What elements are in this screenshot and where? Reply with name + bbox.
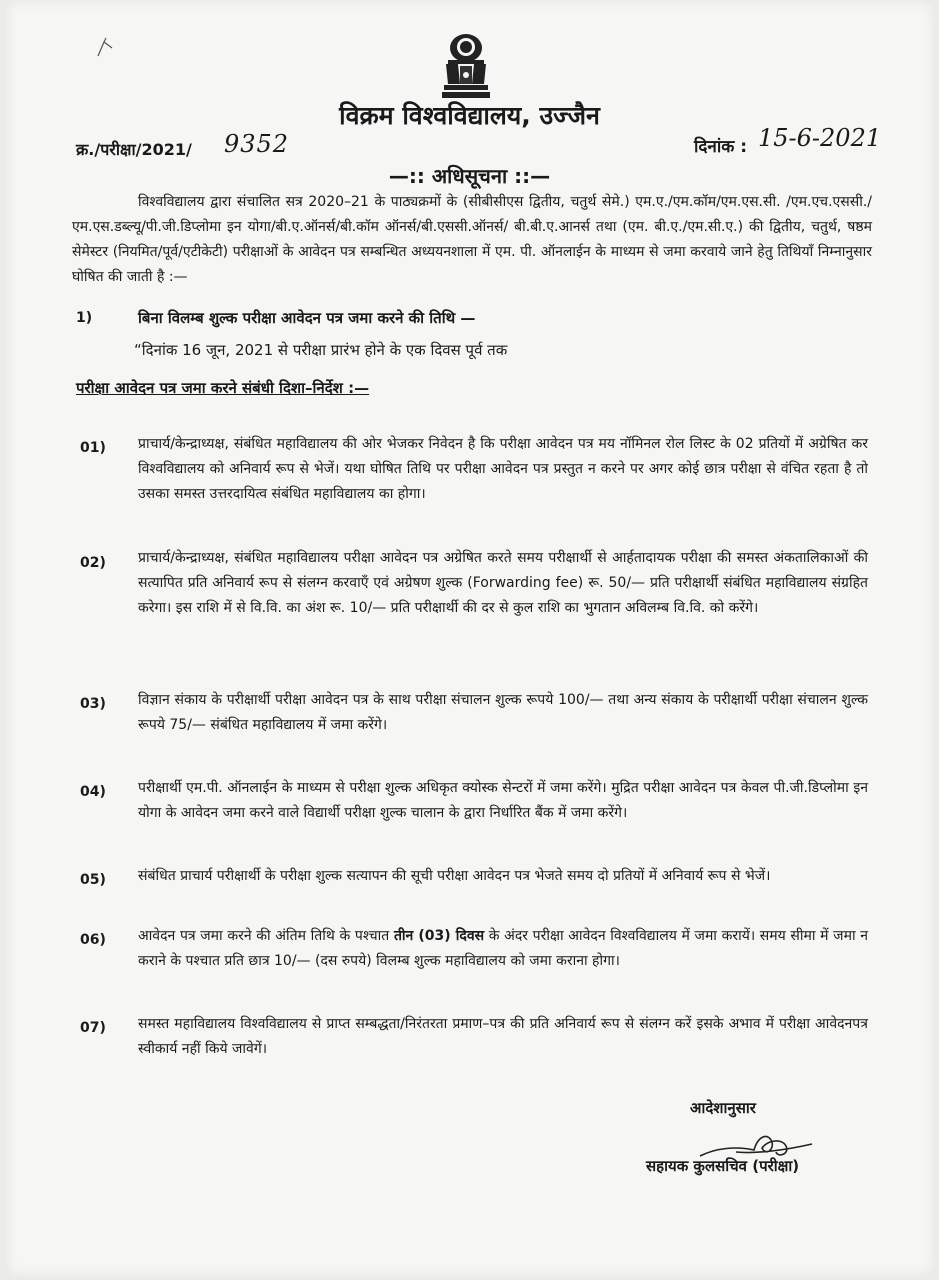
- guideline-text: प्राचार्य/केन्द्राध्यक्ष, संबंधित महाविद्यालय की ओर भेजकर निवेदन है कि परीक्षा आवेदन पत्र मय नॉमिनल रोल लिस्ट के 02 प्रतियों में अग्रेषित कर विश्वविद्यालय को अनिवार्य रूप से भेजें। यथा घोषित तिथि पर परीक्षा आवेदन पत्र प्रस्तुत न करने पर अगर कोई छात्र परीक्षा से वंचित रहता है तो उसका समस्त उत्तरदायित्व संबंधित महाविद्यालय का होगा।: [138, 436, 868, 502]
- guideline-number: 05): [80, 872, 106, 888]
- deadline-days-bold: तीन (03) दिवस: [393, 928, 485, 944]
- guideline-number: 04): [80, 784, 106, 800]
- guideline-number: 01): [80, 440, 106, 456]
- assistant-registrar-designation: सहायक कुलसचिव (परीक्षा): [646, 1157, 800, 1175]
- guideline-number: 07): [80, 1020, 106, 1036]
- guideline-number: 03): [80, 696, 106, 712]
- intro-paragraph: विश्वविद्यालय द्वारा संचालित सत्र 2020–21 के पाठ्यक्रमों के (सीबीसीएस द्वितीय, चतुर्थ सेमे.) एम.ए./एम.कॉम/एम.एस.सी. /एम.एच.एससी./एम.एस.डब्ल्यू/पी.जी.डिप्लोमा इन योगा/बी.ए.ऑनर्स/बी.कॉम ऑनर्स/बी.एससी.ऑनर्स/ बी.बी.ए.आनर्स तथा (एम. बी.ए./एम.सी.ए.) की द्वितीय, चतुर्थ, षष्ठम सेमेस्टर (नियमित/पूर्व/एटीकेटी) परीक्षाओं के आवेदन पत्र सम्बन्धित अध्ययनशाला में एम. पी. ऑनलाईन के माध्यम से जमा करवाये जाने हेतु तिथियाँ निम्नानुसार घोषित की जाती है :—: [72, 194, 872, 285]
- guidelines-heading: परीक्षा आवेदन पत्र जमा करने संबंधी दिशा–निर्देश :—: [76, 379, 370, 397]
- university-title: विक्रम विश्वविद्यालय, उज्जैन: [339, 101, 600, 130]
- guideline-number: 02): [80, 555, 106, 571]
- guideline-text: प्राचार्य/केन्द्राध्यक्ष, संबंधित महाविद्यालय परीक्षा आवेदन पत्र अग्रेषित करते समय परीक्षार्थी से आर्हतादायक परीक्षा की समस्त अंकतालिकाओं की सत्यापित प्रति अनिवार्य रूप से संलग्न करवाएँ एवं अग्रेषण शुल्क (Forwarding fee) रू. 50/— प्रति परीक्षार्थी संबंधित महाविद्यालय संग्रहित करेगा। इस राशि में से वि.वि. का अंश रू. 10/— प्रति परीक्षार्थी की दर से कुल राशि का भुगतान अविलम्ब वि.वि. को करेंगे।: [138, 550, 868, 616]
- guideline-number: 06): [80, 932, 106, 948]
- schedule-number: 1): [76, 310, 93, 326]
- schedule-title: बिना विलम्ब शुल्क परीक्षा आवेदन पत्र जमा करने की तिथि —: [138, 309, 476, 327]
- guideline-text: समस्त महाविद्यालय विश्वविद्यालय से प्राप्त सम्बद्धता/निरंतरता प्रमाण–पत्र की प्रति अनिवार्य रूप से संलग्न करें इसके अभाव में परीक्षा आवेदनपत्र स्वीकार्य नहीं किये जावेगें।: [138, 1016, 868, 1057]
- guideline-text: विज्ञान संकाय के परीक्षार्थी परीक्षा आवेदन पत्र के साथ परीक्षा संचालन शुल्क रूपये 100/— तथा अन्य संकाय के परीक्षार्थी परीक्षा संचालन शुल्क रूपये 75/— संबंधित महाविद्यालय में जमा करेंगे।: [138, 692, 868, 733]
- university-emblem-icon: [438, 32, 494, 100]
- guideline-text: संबंधित प्राचार्य परीक्षार्थी के परीक्षा शुल्क सत्यापन की सूची परीक्षा आवेदन पत्र भेजते समय दो प्रतियों में अनिवार्य रूप से भेजें।: [138, 868, 771, 884]
- paper-crease-mark: [96, 36, 114, 58]
- reference-label: क्र./परीक्षा/2021/: [76, 140, 192, 159]
- guideline-text: आवेदन पत्र जमा करने की अंतिम तिथि के पश्चात तीन (03) दिवस के अंदर परीक्षा आवेदन विश्वविद्यालय में जमा करायें। समय सीमा में जमा न कराने के पश्चात प्रति छात्र 10/— (दस रुपये) विलम्ब शुल्क महाविद्यालय को जमा कराना होगा।: [138, 928, 868, 969]
- notice-title: —:: अधिसूचना ::—: [388, 164, 551, 188]
- guideline-text: परीक्षार्थी एम.पी. ऑनलाईन के माध्यम से परीक्षा शुल्क अधिकृत क्योस्क सेन्टरों में जमा करेंगे। मुद्रित परीक्षा आवेदन पत्र केवल पी.जी.डिप्लोमा इन योगा के आवेदन जमा करने वाले विद्यार्थी परीक्षा शुल्क चालान के द्वारा निर्धारित बैंक में जमा करेंगे।: [138, 780, 868, 821]
- by-order-label: आदेशानुसार: [690, 1099, 756, 1117]
- date-label: दिनांक :: [694, 137, 748, 157]
- schedule-detail: “दिनांक 16 जून, 2021 से परीक्षा प्रारंभ होने के एक दिवस पूर्व तक: [134, 341, 508, 359]
- reference-number-handwritten: 9352: [224, 130, 290, 158]
- date-value-handwritten: 15-6-2021: [758, 124, 882, 152]
